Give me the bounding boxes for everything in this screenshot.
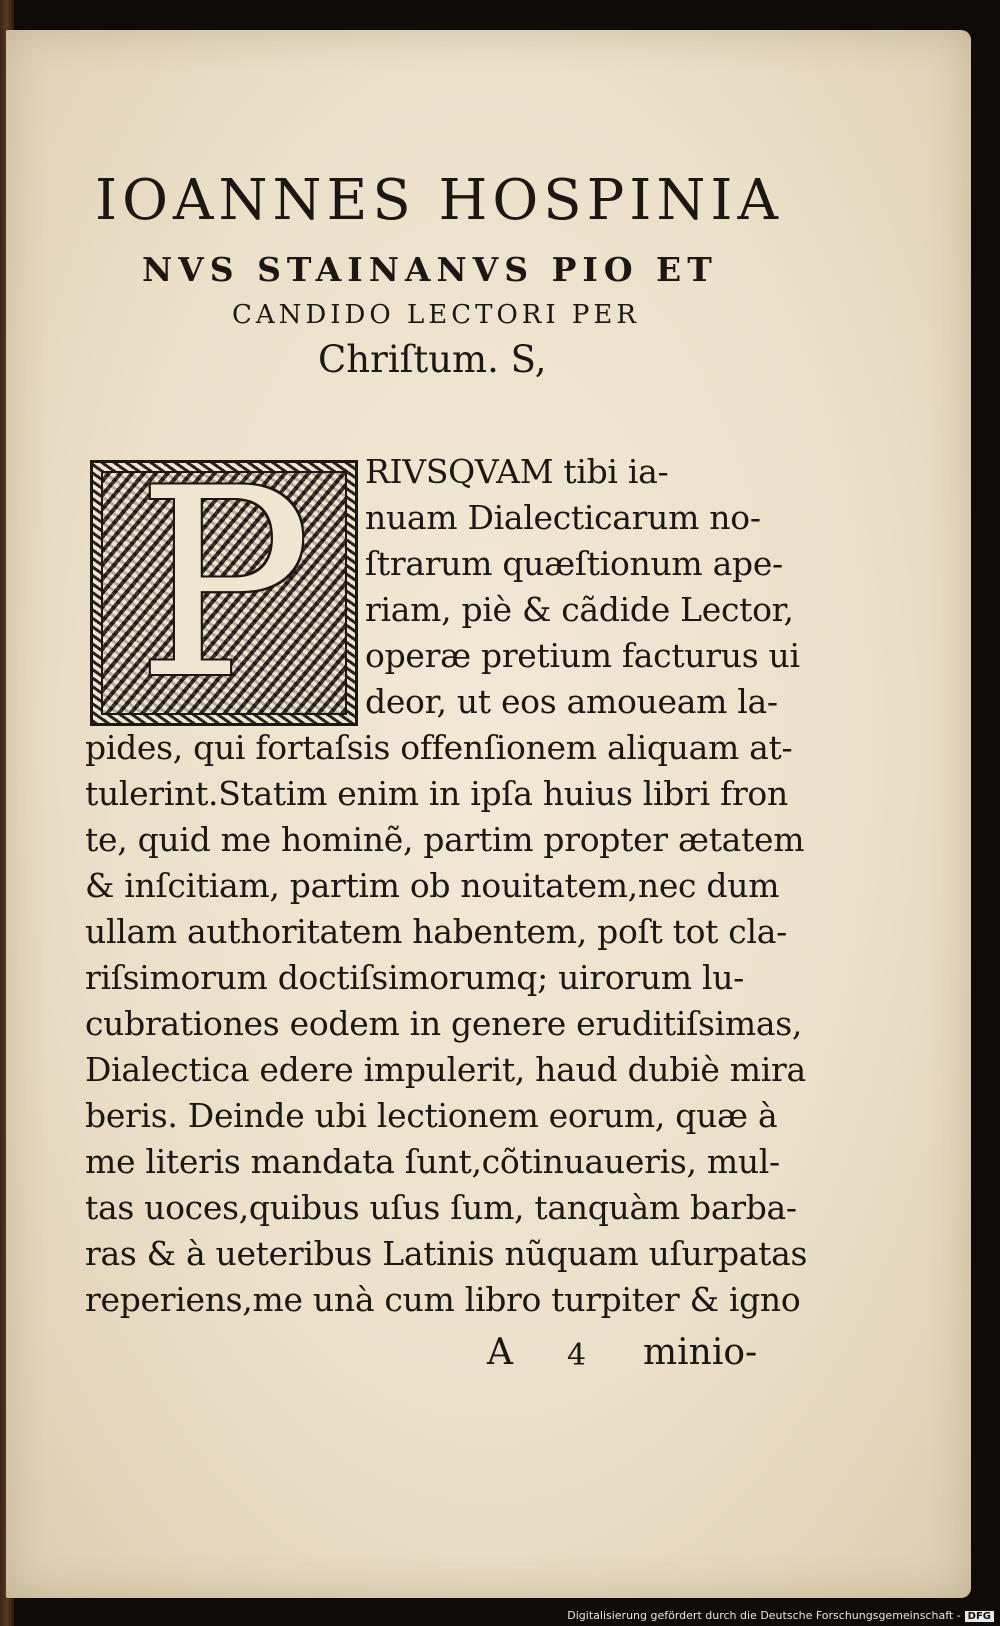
heading-line-4: Chriſtum. S, — [318, 338, 547, 381]
decorated-initial — [90, 434, 358, 736]
body-line: pides, qui fortaſsis offenſionem aliquam at- — [85, 728, 793, 767]
body-line: reperiens,me unà cum libro turpiter & igno — [85, 1280, 801, 1319]
body-line: ſtrarum quæſtionum ape- — [365, 544, 783, 583]
body-line: deor, ut eos amoueam la- — [365, 682, 778, 721]
heading-line-1: IOANNES HOSPINIA — [95, 168, 783, 233]
body-line: ullam authoritatem habentem, poſt tot cla- — [85, 912, 787, 951]
body-line: beris. Deinde ubi lectionem eorum, quæ à — [85, 1096, 778, 1135]
signature-number: 4 — [567, 1338, 587, 1373]
body-line: me literis mandata ſunt,cõtinuaueris, mul- — [85, 1142, 780, 1181]
body-line: RIVSQVAM tibi ia- — [365, 452, 669, 491]
body-line: te, quid me hominẽ, partim propter ætatem — [85, 820, 805, 859]
heading-line-3: CANDIDO LECTORI PER — [232, 300, 640, 330]
body-line: tulerint.Statim enim in ipſa huius libri fron — [85, 774, 788, 813]
body-line: riſsimorum doctiſsimorumq; uirorum lu- — [85, 958, 745, 997]
dfg-logo: DFG — [965, 1611, 994, 1622]
body-line: ras & à ueteribus Latinis nũquam uſurpatas — [85, 1234, 808, 1273]
body-line: cubrationes eodem in genere eruditiſsimas, — [85, 1004, 803, 1043]
body-line: riam, piè & cãdide Lector, — [365, 590, 794, 629]
body-line: tas uoces,quibus uſus ſum, tanquàm barba- — [85, 1188, 797, 1227]
body-line: operæ pretium facturus ui — [365, 636, 800, 675]
heading-line-2: NVS STAINANVS PIO ET — [142, 250, 718, 289]
body-line: Dialectica edere impulerit, haud dubiè mira — [85, 1050, 806, 1089]
digitization-credit — [567, 1609, 994, 1622]
signature-mark: A — [487, 1332, 513, 1373]
credit-text: Digitalisierung gefördert durch die Deutsche Forschungsgemeinschaft - — [567, 1609, 961, 1622]
catchword: minio- — [643, 1332, 758, 1373]
initial-letter: P — [136, 434, 312, 736]
body-line: & inſcitiam, partim ob nouitatem,nec dum — [85, 866, 780, 905]
body-line: nuam Dialecticarum no- — [365, 498, 761, 537]
